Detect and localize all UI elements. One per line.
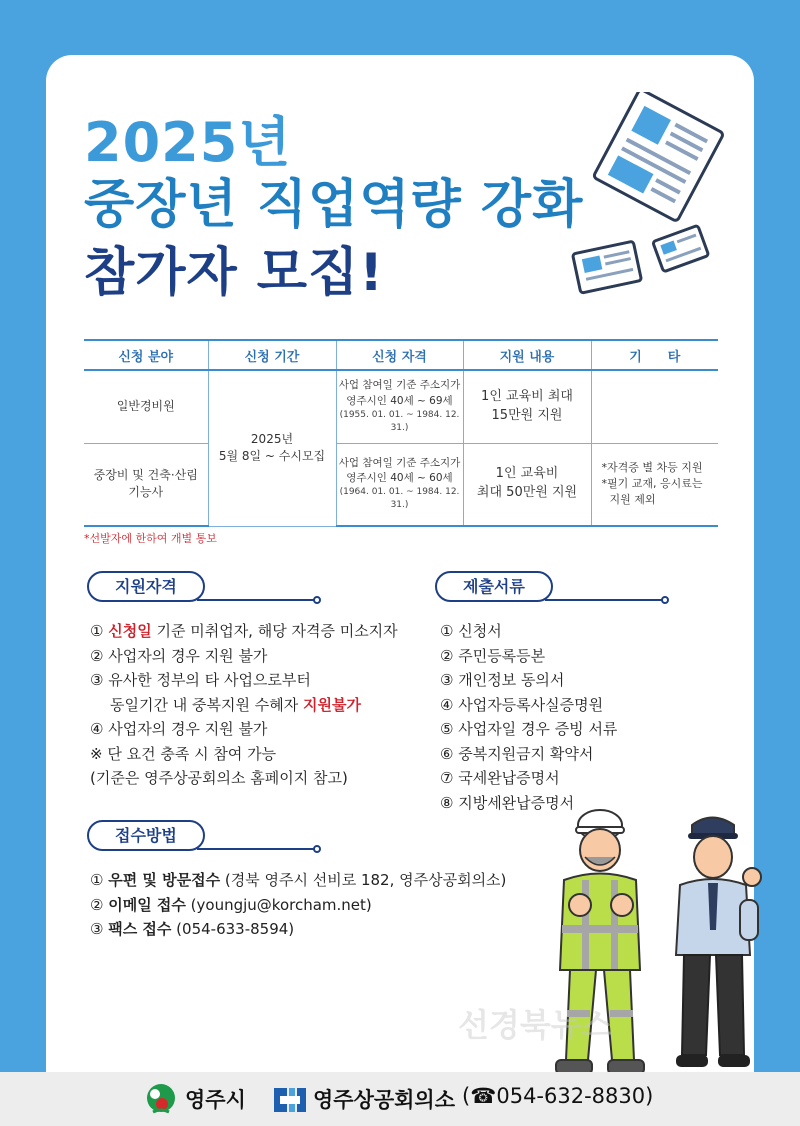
footer-phone: (☎054-632-8830): [462, 1084, 654, 1108]
support-cell: [463, 370, 591, 443]
col-header-support: 지원 내용: [463, 340, 591, 370]
list-item: (기준은 영주상공회의소 홈페이지 참고): [90, 769, 348, 787]
list-item: [90, 917, 506, 942]
footer-city: 영주시: [185, 1088, 246, 1112]
table-row: [84, 443, 718, 526]
field-line-2: 기능사: [128, 485, 164, 500]
item-number: ①: [90, 871, 109, 889]
info-table: [84, 339, 718, 527]
item-text: (054-633-8594): [171, 920, 295, 938]
yeongju-city-logo-icon: [143, 1082, 179, 1116]
qual-date: (1964. 01. 01. ~ 1984. 12. 31.): [339, 487, 460, 511]
application-section-header: [87, 820, 322, 854]
col-header-period: 신청 기간: [208, 340, 336, 370]
footer-chamber: 영주상공회의소: [313, 1088, 456, 1112]
newspaper-illustration: [568, 92, 738, 302]
list-item: ⑤ 사업자일 경우 증빙 서류: [440, 720, 618, 738]
section-line: [197, 599, 315, 601]
qual-age: 영주시인 40세 ~ 60세: [346, 472, 453, 485]
qualification-cell: [336, 370, 463, 443]
item-bold: 팩스 접수: [108, 920, 172, 938]
item-text: 동일기간 내 중복지원 수혜자: [110, 695, 303, 714]
col-header-etc: 기 타: [591, 340, 718, 370]
period-date: 5월 8일 ~ 수시모집: [218, 449, 326, 464]
table-header-row: [84, 340, 718, 370]
etc-line-1: *자격증 별 차등 지원: [601, 461, 703, 475]
title-line-3: 참가자 모집!: [84, 243, 384, 303]
list-item: ③ 유사한 정부의 타 사업으로부터: [90, 671, 311, 689]
list-item: ① 신청서: [440, 622, 502, 640]
documents-list: [440, 619, 617, 815]
list-item: ※ 단 요건 충족 시 참여 가능: [90, 744, 277, 763]
list-item: [90, 893, 506, 918]
title-year: 2025년: [84, 111, 292, 174]
qualification-title: 지원자격: [87, 571, 205, 602]
item-text: (youngju@korcham.net): [185, 895, 372, 914]
section-dot: [661, 596, 669, 604]
support-cell: [463, 443, 591, 526]
qual-age: 영주시인 40세 ~ 69세: [346, 394, 453, 407]
period-year: 2025년: [250, 431, 294, 446]
documents-section-header: [435, 571, 670, 605]
col-header-field: 신청 분야: [84, 340, 208, 370]
section-dot: [313, 596, 321, 604]
item-bold: 우편 및 방문접수: [108, 871, 221, 889]
list-item: ③ 개인정보 동의서: [440, 671, 565, 689]
support-line-1: 1인 교육비: [495, 466, 559, 482]
table-row: [84, 370, 718, 443]
list-item: ② 주민등록등본: [440, 646, 546, 665]
support-line-1: 1인 교육비 최대: [481, 388, 573, 404]
list-item: ⑦ 국세완납증명서: [440, 769, 560, 787]
list-item: [90, 868, 506, 893]
item-number: ③: [90, 920, 109, 938]
item-text: (경북 영주시 선비로 182, 영주상공회의소): [220, 871, 507, 889]
list-item: ④ 사업자등록사실증명원: [440, 695, 604, 714]
item-number: ①: [90, 622, 109, 640]
field-line-1: 중장비 및 건축·산림: [93, 467, 198, 482]
section-dot: [313, 845, 321, 853]
qual-main: 사업 참여일 기준 주소지가: [338, 456, 461, 469]
qualification-list: [90, 619, 398, 791]
list-item: [90, 619, 398, 644]
selection-note: *선발자에 한하여 개별 통보: [84, 532, 217, 545]
list-item: [90, 693, 398, 718]
period-cell: [208, 370, 336, 526]
etc-line-3: 지원 제외: [609, 493, 656, 507]
item-highlight: 지원불가: [302, 695, 361, 714]
section-line: [545, 599, 663, 601]
list-item: ⑥ 중복지원금지 확약서: [440, 744, 594, 763]
etc-cell: [591, 370, 718, 443]
support-line-2: 15만원 지원: [491, 407, 563, 423]
title-line-2: 중장년 직업역량 강화: [84, 175, 584, 235]
application-title: 접수방법: [87, 820, 205, 851]
support-line-2: 최대 50만원 지원: [476, 485, 578, 501]
etc-cell: [591, 443, 718, 526]
section-line: [197, 848, 315, 850]
watermark: 선경북뉴스: [458, 1006, 613, 1044]
list-item: ⑧ 지방세완납증명서: [440, 793, 575, 812]
application-list: [90, 868, 506, 942]
item-bold: 이메일 접수: [108, 895, 186, 914]
qual-main: 사업 참여일 기준 주소지가: [338, 379, 461, 392]
item-number: ②: [90, 895, 109, 914]
item-highlight: 신청일: [108, 622, 152, 640]
field-cell: [84, 443, 208, 526]
item-text: 기준 미취업자, 해당 자격증 미소지자: [151, 622, 398, 640]
qual-date: (1955. 01. 01. ~ 1984. 12. 31.): [339, 409, 460, 433]
qualification-cell: [336, 443, 463, 526]
list-item: ④ 사업자의 경우 지원 불가: [90, 720, 268, 738]
qualification-section-header: [87, 571, 322, 605]
footer: [0, 1072, 800, 1126]
chamber-logo-icon: [272, 1084, 308, 1116]
col-header-qualification: 신청 자격: [336, 340, 463, 370]
etc-line-2: *필기 교재, 응시료는: [601, 477, 703, 491]
list-item: ② 사업자의 경우 지원 불가: [90, 646, 268, 665]
documents-title: 제출서류: [435, 571, 553, 602]
field-cell: 일반경비원: [84, 370, 208, 443]
